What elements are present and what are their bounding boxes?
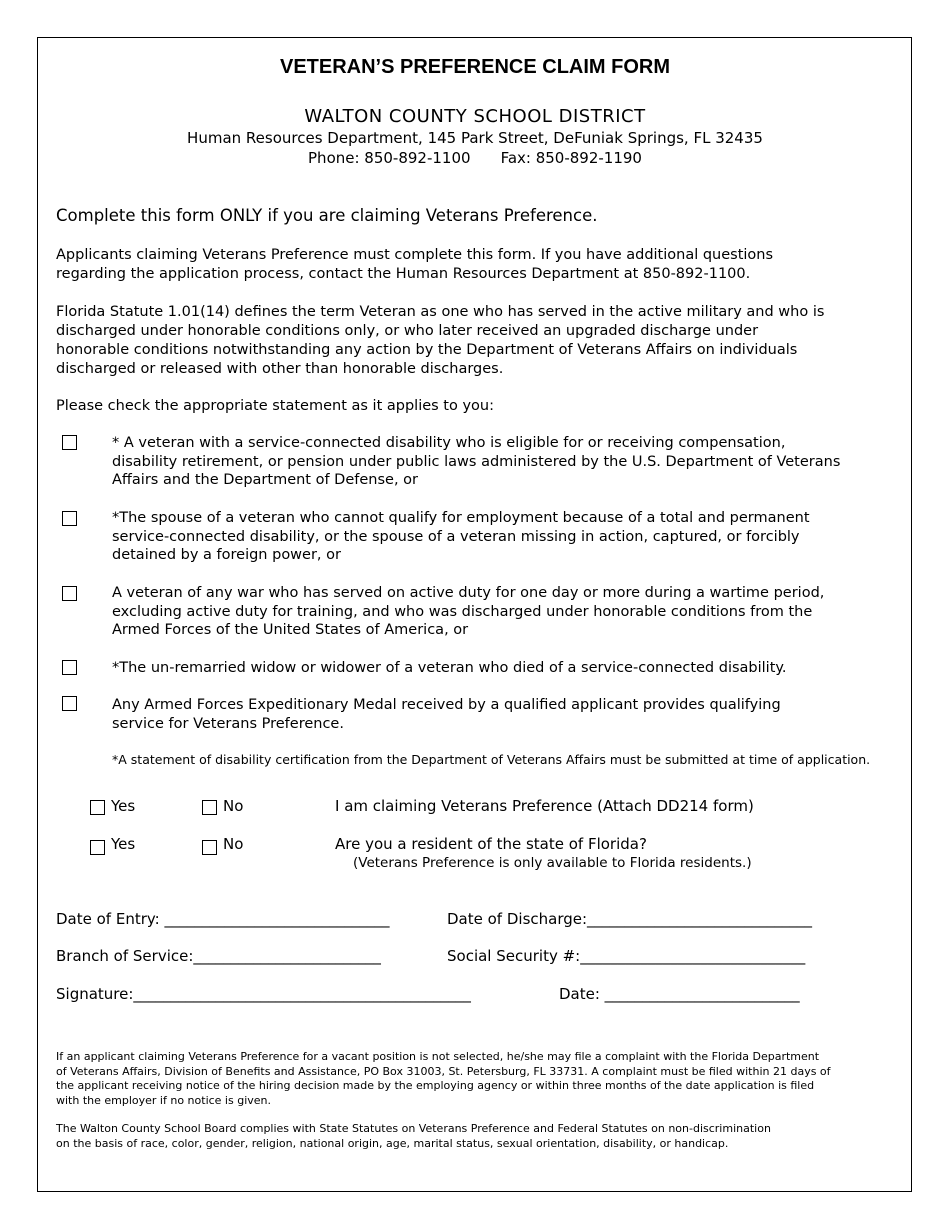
text-line: discharged under honorable conditions only, or who later received an upgraded discharge under (56, 323, 759, 339)
claim-no-label: No (223, 797, 244, 815)
resident-yes-checkbox[interactable] (90, 840, 105, 855)
option-2-text (112, 509, 842, 565)
text-line: of Veterans Affairs, Division of Benefits and Assistance, PO Box 31003, St. Petersburg, FL 33731. A complaint must be filed within 21 days of (56, 1064, 831, 1078)
resident-no-label: No (223, 835, 244, 853)
contact-line (0, 149, 950, 167)
option-3-text (112, 584, 842, 640)
complaint-notice (56, 1050, 856, 1108)
resident-note: (Veterans Preference is only available to Florida residents.) (353, 855, 752, 871)
text-line: Armed Forces of the United States of America, or (112, 622, 469, 638)
text-line: service for Veterans Preference. (112, 715, 344, 732)
district-address: Human Resources Department, 145 Park Street, DeFuniak Springs, FL 32435 (187, 129, 763, 147)
district-name: WALTON COUNTY SCHOOL DISTRICT (304, 106, 646, 127)
resident-no-checkbox[interactable] (202, 840, 217, 855)
text-line: The Walton County School Board complies with State Statutes on Veterans Preference and Federal Statutes on non-discrimination (56, 1122, 771, 1135)
statute-paragraph (56, 303, 856, 379)
text-line: *The spouse of a veteran who cannot qualify for employment because of a total and permanent (112, 510, 810, 526)
text-line: A veteran of any war who has served on active duty for one day or more during a wartime period, (112, 585, 825, 601)
text-line: Affairs and the Department of Defense, or (112, 472, 419, 488)
form-title: VETERAN’S PREFERENCE CLAIM FORM (279, 56, 671, 78)
intro-paragraph-1 (56, 246, 856, 284)
claim-yes-label: Yes (111, 797, 136, 815)
text-line: service-connected disability, or the spouse of a veteran missing in action, captured, or forcibly (112, 528, 800, 545)
claim-no-checkbox[interactable] (202, 800, 217, 815)
text-line: * A veteran with a service-connected disability who is eligible for or receiving compensation, (112, 435, 786, 451)
date-of-entry-field[interactable]: Date of Entry: ______________________________ (56, 910, 390, 928)
resident-question: Are you a resident of the state of Florida? (335, 835, 647, 853)
check-prompt: Please check the appropriate statement as it applies to you: (56, 398, 494, 414)
phone-number: Phone: 850-892-1100 (308, 149, 471, 167)
text-line: honorable conditions notwithstanding any action by the Department of Veterans Affairs on individuals (56, 342, 798, 358)
claim-question: I am claiming Veterans Preference (Attach DD214 form) (335, 797, 754, 815)
resident-yes-label: Yes (111, 835, 136, 853)
claim-yes-checkbox[interactable] (90, 800, 105, 815)
text-line: If an applicant claiming Veterans Preference for a vacant position is not selected, he/she may file a complaint with the Florida Department (56, 1050, 820, 1063)
text-line: regarding the application process, contact the Human Resources Department at 850-892-1100. (56, 266, 751, 282)
option-1-checkbox[interactable] (62, 435, 77, 450)
text-line: *The un-remarried widow or widower of a veteran who died of a service-connected disability. (112, 660, 787, 676)
text-line: discharged or released with other than honorable discharges. (56, 361, 504, 377)
text-line: on the basis of race, color, gender, religion, national origin, age, marital status, sexual orientation, disability, or handicap. (56, 1136, 729, 1150)
option-1-text (112, 434, 842, 490)
option-2-checkbox[interactable] (62, 511, 77, 526)
text-line: excluding active duty for training, and who was discharged under honorable conditions from the (112, 603, 813, 620)
text-line: the applicant receiving notice of the hiring decision made by the employing agency or within three months of the date application is filed (56, 1079, 815, 1092)
signature-field[interactable]: Signature:_____________________________________________ (56, 985, 471, 1003)
text-line: Any Armed Forces Expeditionary Medal received by a qualified applicant provides qualifying (112, 697, 781, 713)
disability-note: *A statement of disability certification from the Department of Veterans Affairs must be submitted at time of application. (112, 752, 871, 767)
option-5-text (112, 696, 842, 733)
text-line: Applicants claiming Veterans Preference must complete this form. If you have additional questions (56, 247, 774, 263)
option-5-checkbox[interactable] (62, 696, 77, 711)
intro-lead: Complete this form ONLY if you are claiming Veterans Preference. (56, 206, 598, 225)
option-4-text (112, 659, 842, 678)
text-line: disability retirement, or pension under public laws administered by the U.S. Department of Veterans (112, 453, 841, 470)
option-3-checkbox[interactable] (62, 586, 77, 601)
text-line: Florida Statute 1.01(14) defines the term Veteran as one who has served in the active military and who is (56, 304, 825, 320)
text-line: with the employer if no notice is given. (56, 1093, 272, 1107)
branch-of-service-field[interactable]: Branch of Service:_________________________ (56, 947, 381, 965)
text-line: detained by a foreign power, or (112, 547, 341, 563)
social-security-field[interactable]: Social Security #:______________________________ (447, 947, 806, 965)
option-4-checkbox[interactable] (62, 660, 77, 675)
nondiscrimination-notice (56, 1122, 856, 1151)
date-of-discharge-field[interactable]: Date of Discharge:______________________________ (447, 910, 813, 928)
date-field[interactable]: Date: __________________________ (559, 985, 800, 1003)
fax-number: Fax: 850-892-1190 (500, 149, 642, 167)
